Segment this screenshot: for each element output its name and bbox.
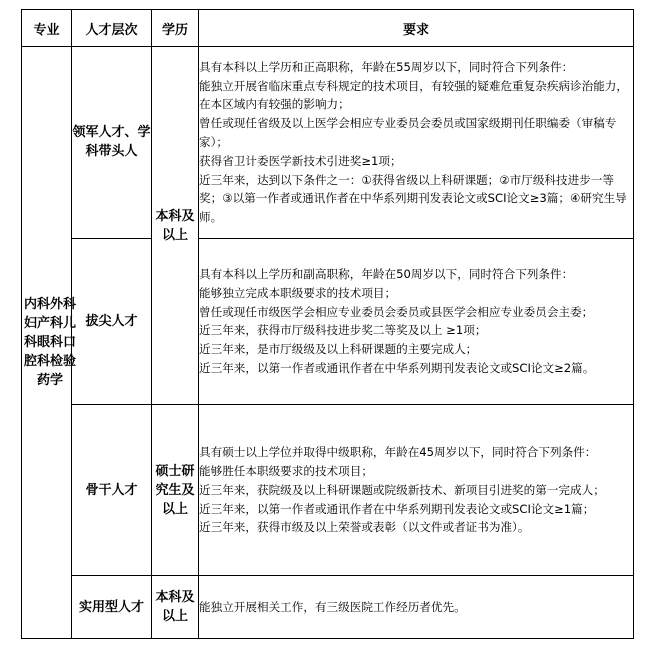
requirement-line: 具有本科以上学历和正高职称，年龄在55周岁以下，同时符合下列条件： (199, 59, 574, 74)
requirement-line: 具有本科以上学历和副高职称，年龄在50周岁以下，同时符合下列条件： (199, 266, 574, 281)
requirement-line: 近三年来，获院级及以上科研课题或院级新技术、新项目引进奖的第一完成人； (199, 482, 605, 497)
education-label: 本科及以上 (155, 590, 195, 625)
requirement-line: 近三年来，获得市级及以上荣誉或表彰（以文件或者证书为准）。 (199, 520, 530, 535)
requirement-line: 曾任或现任市级医学会相应专业委员会委员或县医学会相应专业委员会主委； (199, 304, 594, 319)
requirement-line: 近三年来，获得市厅级科技进步奖二等奖及以上 ≥1项； (199, 323, 487, 338)
education-cell-backbone (152, 405, 199, 576)
requirement-line: 近三年来，以第一作者或通讯作者在中华系列期刊发表论文或SCI论文≥1篇； (199, 501, 595, 516)
level-cell-practical (72, 576, 152, 639)
header-major: 专业 (22, 10, 72, 47)
requirements-cell-backbone (199, 405, 634, 576)
header-education: 学历 (152, 10, 199, 47)
requirement-line: 能够独立完成本职级要求的技术项目； (199, 285, 397, 300)
education-label: 本科及以上 (155, 208, 195, 243)
requirement-line: 能够胜任本职级要求的技术项目； (199, 464, 373, 479)
level-cell-leader (72, 47, 152, 239)
table-row-leader (22, 47, 634, 239)
level-label: 实用型人才 (78, 599, 144, 615)
requirement-line: 曾任或现任省级及以上医学会相应专业委员会委员或国家级期刊任职编委（审稿专家）； (199, 116, 617, 149)
header-level: 人才层次 (72, 10, 152, 47)
level-label: 骨干人才 (85, 482, 138, 498)
requirements-table (21, 9, 634, 639)
requirement-line: 能独立开展省临床重点专科规定的技术项目，有较强的疑难危重复杂疾病诊治能力，在本区域内有较强的影响力； (199, 78, 628, 112)
table-row-top (22, 238, 634, 404)
level-cell-backbone (72, 405, 152, 576)
requirements-cell-top (199, 238, 634, 404)
education-cell-shared (152, 47, 199, 405)
requirement-line: 获得省卫计委医学新技术引进奖≥1项； (199, 153, 402, 168)
requirements-cell-practical (199, 576, 634, 639)
level-label: 拔尖人才 (85, 313, 138, 329)
table-row-backbone (22, 405, 634, 576)
level-label: 领军人才、学科带头人 (72, 125, 151, 160)
education-label: 硕士研究生及以上 (155, 463, 195, 517)
header-requirements: 要求 (199, 10, 634, 47)
requirement-line: 近三年来，是市厅级级及以上科研课题的主要完成人； (199, 342, 478, 357)
education-cell-practical (152, 576, 199, 639)
header-row (22, 10, 634, 47)
level-cell-top (72, 238, 152, 404)
requirements-cell-leader (199, 47, 634, 239)
requirement-line: 近三年来，以第一作者或通讯作者在中华系列期刊发表论文或SCI论文≥2篇。 (199, 360, 595, 375)
requirement-line: 近三年来，达到以下条件之一：①获得省级以上科研课题；②市厅级科技进步一等奖；③以第一作者或通讯作者在中华系列期刊发表论文或SCI论文≥3篇；④研究生导师。 (199, 172, 627, 225)
table-row-practical (22, 576, 634, 639)
majors-cell (22, 47, 76, 639)
requirement-line: 具有硕士以上学位并取得中级职称，年龄在45周岁以下，同时符合下列条件： (199, 445, 597, 460)
majors-list: 内科外科妇产科儿科眼科口腔科检验药学 (23, 297, 76, 388)
requirement-line: 能独立开展相关工作，有三级医院工作经历者优先。 (199, 599, 466, 614)
